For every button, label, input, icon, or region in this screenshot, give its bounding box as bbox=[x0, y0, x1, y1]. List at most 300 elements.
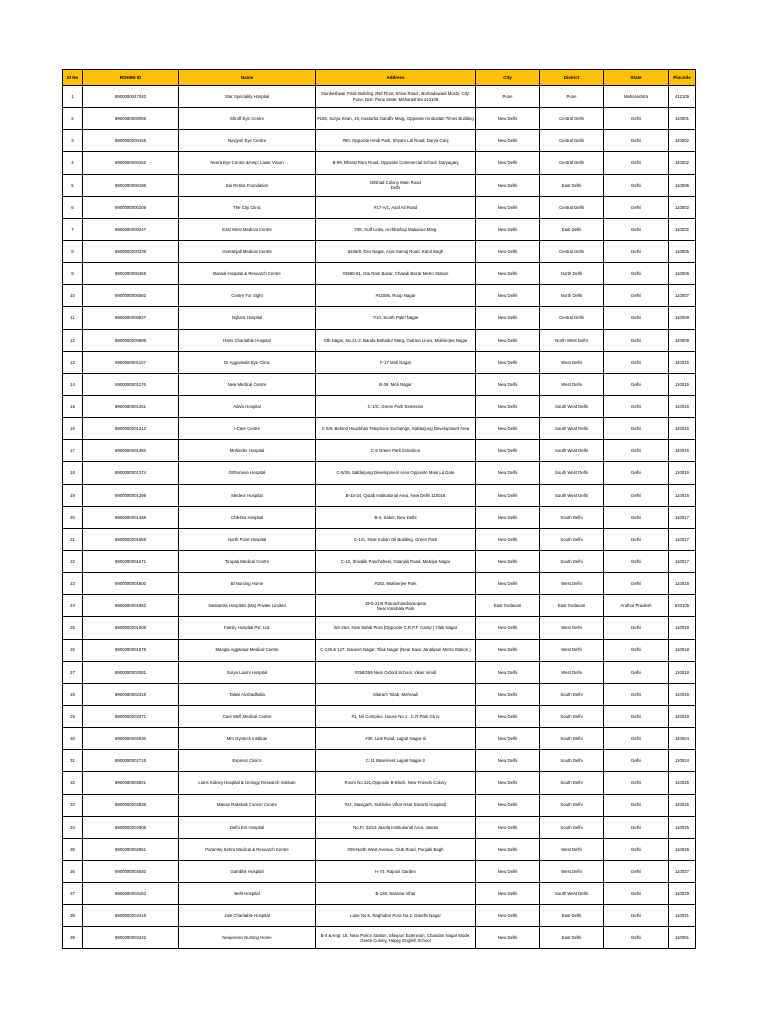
cell-address: Sitaram Tolab, Mehrauli bbox=[316, 683, 476, 705]
cell-sl-no: 32 bbox=[63, 772, 83, 794]
cell-state: Andhra Pradesh bbox=[604, 595, 669, 617]
cell-address: C-5 Green Park Extention bbox=[316, 440, 476, 462]
cell-address: #21, Maxigarh, Sukhdev Vihar Near Escorts Hospital) bbox=[316, 794, 476, 816]
cell-district: West Delhi bbox=[540, 838, 604, 860]
table-row bbox=[63, 329, 696, 351]
cell-state: Delhi bbox=[604, 860, 669, 882]
cell-rohini-id: 8900080000827 bbox=[83, 307, 179, 329]
cell-sl-no: 24 bbox=[63, 595, 83, 617]
cell-pincode: 412105 bbox=[669, 86, 696, 108]
cell-rohini-id: 8900080003422 bbox=[83, 927, 179, 949]
cell-district: South Delhi bbox=[540, 794, 604, 816]
cell-state: Delhi bbox=[604, 307, 669, 329]
cell-state: Delhi bbox=[604, 196, 669, 218]
cell-address: #3590-91, Gta Ram Bazar, Chawdi Bazar Metro Station bbox=[316, 263, 476, 285]
cell-pincode: 110015 bbox=[669, 373, 696, 395]
cell-pincode: 110019 bbox=[669, 705, 696, 727]
cell-state: Delhi bbox=[604, 750, 669, 772]
cell-pincode: 110018 bbox=[669, 617, 696, 639]
cell-state: Delhi bbox=[604, 883, 669, 905]
cell-pincode: 110006 bbox=[669, 263, 696, 285]
cell-city: New Delhi bbox=[476, 329, 540, 351]
cell-city: New Delhi bbox=[476, 440, 540, 462]
cell-state: Delhi bbox=[604, 395, 669, 417]
cell-sl-no: 20 bbox=[63, 506, 83, 528]
cell-sl-no: 35 bbox=[63, 838, 83, 860]
cell-city: New Delhi bbox=[476, 705, 540, 727]
cell-state: Delhi bbox=[604, 772, 669, 794]
cell-city: New Delhi bbox=[476, 152, 540, 174]
cell-name: Dr Aggarwals Eye Clinic bbox=[179, 351, 316, 373]
cell-district: East Delhi bbox=[540, 174, 604, 196]
header-rohini-id: ROHINI ID bbox=[83, 70, 179, 86]
cell-address: #17-A/1, Asaf Ali Road bbox=[316, 196, 476, 218]
table-row bbox=[63, 772, 696, 794]
cell-sl-no: 17 bbox=[63, 440, 83, 462]
cell-city: New Delhi bbox=[476, 860, 540, 882]
cell-rohini-id: 8900080001251 bbox=[83, 395, 179, 417]
cell-address: #182, Mukherjee Park bbox=[316, 573, 476, 595]
cell-sl-no: 33 bbox=[63, 794, 83, 816]
cell-name: Medeor Hospital bbox=[179, 484, 316, 506]
cell-district: Central Delhi bbox=[540, 130, 604, 152]
cell-sl-no: 8 bbox=[63, 240, 83, 262]
cell-rohini-id: 8900080003040 bbox=[83, 860, 179, 882]
cell-city: New Delhi bbox=[476, 351, 540, 373]
header-pincode: Pincode bbox=[669, 70, 696, 86]
cell-city: New Delhi bbox=[476, 816, 540, 838]
cell-district: South Delhi bbox=[540, 816, 604, 838]
cell-name: New Medical Centre bbox=[179, 373, 316, 395]
table-row bbox=[63, 395, 696, 417]
cell-state: Delhi bbox=[604, 905, 669, 927]
cell-district: South Delhi bbox=[540, 683, 604, 705]
cell-pincode: 110018 bbox=[669, 573, 696, 595]
cell-name: Navjyoti Eye Centre bbox=[179, 130, 316, 152]
cell-state: Delhi bbox=[604, 528, 669, 550]
cell-address: B-4 &Amp; 15, Near Police Station, Shivpuri Extension, Chandan Nagar Mode, Geeta Colony, Happy English School bbox=[316, 927, 476, 949]
cell-district: West Delhi bbox=[540, 573, 604, 595]
cell-sl-no: 15 bbox=[63, 395, 83, 417]
cell-state: Delhi bbox=[604, 418, 669, 440]
cell-city: New Delhi bbox=[476, 838, 540, 860]
table-row bbox=[63, 152, 696, 174]
cell-name: Jain Charitable Hospital bbox=[179, 905, 316, 927]
cell-name: Star Speciality Hospital bbox=[179, 86, 316, 108]
cell-address: #90, Opposite Hindi Park, Shyam Lal Road, Darya Ganj bbox=[316, 130, 476, 152]
cell-address: No.Fc 33/13 Jasola Institutional Area, Jasola bbox=[316, 816, 476, 838]
cell-rohini-id: 8900080002715 bbox=[83, 750, 179, 772]
table-row bbox=[63, 240, 696, 262]
cell-address: C-126 & 127, Ganesh Nagar, Tilak Nagar (Near Eace Janakpuri Metro Station ) bbox=[316, 639, 476, 661]
table-row bbox=[63, 927, 696, 949]
cell-sl-no: 27 bbox=[63, 661, 83, 683]
cell-address: C-10, Shivalik Panchsheel, Gitanjali Road, Malviya Nagar bbox=[316, 550, 476, 572]
table-row bbox=[63, 506, 696, 528]
hospital-list-sheet bbox=[62, 69, 695, 949]
cell-rohini-id: 8900080000889 bbox=[83, 329, 179, 351]
table-row bbox=[63, 351, 696, 373]
cell-pincode: 110002 bbox=[669, 196, 696, 218]
cell-sl-no: 4 bbox=[63, 152, 83, 174]
cell-district: South Delhi bbox=[540, 506, 604, 528]
cell-pincode: 110017 bbox=[669, 528, 696, 550]
cell-district: South Delhi bbox=[540, 528, 604, 550]
cell-name: I-Care Centre bbox=[179, 418, 316, 440]
cell-name: North Point Hospital bbox=[179, 528, 316, 550]
cell-pincode: 110002 bbox=[669, 130, 696, 152]
cell-name: Bl Nursing Home bbox=[179, 573, 316, 595]
cell-state: Delhi bbox=[604, 108, 669, 130]
cell-city: New Delhi bbox=[476, 108, 540, 130]
cell-district: South Delhi bbox=[540, 750, 604, 772]
table-row bbox=[63, 373, 696, 395]
cell-sl-no: 25 bbox=[63, 617, 83, 639]
cell-name: The City Clinic bbox=[179, 196, 316, 218]
cell-name: Chikitsa Hospital bbox=[179, 506, 316, 528]
cell-city: New Delhi bbox=[476, 550, 540, 572]
cell-state: Delhi bbox=[604, 462, 669, 484]
cell-district: West Delhi bbox=[540, 373, 604, 395]
cell-rohini-id: 8900080001374 bbox=[83, 462, 179, 484]
cell-sl-no: 12 bbox=[63, 329, 83, 351]
table-row bbox=[63, 905, 696, 927]
cell-city: New Delhi bbox=[476, 573, 540, 595]
cell-pincode: 110095 bbox=[669, 174, 696, 196]
cell-rohini-id: 8900080001558 bbox=[83, 528, 179, 550]
table-row bbox=[63, 218, 696, 240]
cell-pincode: 110031 bbox=[669, 905, 696, 927]
cell-city: New Delhi bbox=[476, 484, 540, 506]
cell-state: Delhi bbox=[604, 728, 669, 750]
cell-state: Delhi bbox=[604, 506, 669, 528]
cell-name: Mangla Aggarwal Medical Centre bbox=[179, 639, 316, 661]
cell-address: B-99, Bharat Ram Road, Opposite Commercial School, Daryaganj bbox=[316, 152, 476, 174]
header-city: City bbox=[476, 70, 540, 86]
cell-rohini-id: 8900080001800 bbox=[83, 573, 179, 595]
cell-name: Paramtej Sehra Medical & Research Centre bbox=[179, 838, 316, 860]
cell-pincode: 110002 bbox=[669, 152, 696, 174]
cell-city: New Delhi bbox=[476, 772, 540, 794]
cell-state: Delhi bbox=[604, 661, 669, 683]
table-row bbox=[63, 108, 696, 130]
header-sl-no: Sl No bbox=[63, 70, 83, 86]
table-row bbox=[63, 750, 696, 772]
cell-pincode: 110025 bbox=[669, 816, 696, 838]
cell-pincode: 110026 bbox=[669, 838, 696, 860]
cell-district: South West Delhi bbox=[540, 440, 604, 462]
cell-sl-no: 7 bbox=[63, 218, 83, 240]
cell-name: Tirupati Medical Centre bbox=[179, 550, 316, 572]
cell-name: Shroff Eye Centre bbox=[179, 108, 316, 130]
cell-pincode: 110032 bbox=[669, 218, 696, 240]
cell-city: New Delhi bbox=[476, 130, 540, 152]
cell-rohini-id: 8900080000582 bbox=[83, 285, 179, 307]
cell-sl-no: 5 bbox=[63, 174, 83, 196]
cell-state: Delhi bbox=[604, 351, 669, 373]
cell-district: South West Delhi bbox=[540, 395, 604, 417]
cell-district: East Delhi bbox=[540, 927, 604, 949]
cell-sl-no: 36 bbox=[63, 860, 83, 882]
cell-state: Delhi bbox=[604, 440, 669, 462]
cell-city: New Delhi bbox=[476, 927, 540, 949]
cell-address: F-17 Moti Nagar bbox=[316, 351, 476, 373]
cell-sl-no: 29 bbox=[63, 705, 83, 727]
cell-pincode: 533105 bbox=[669, 595, 696, 617]
table-row bbox=[63, 838, 696, 860]
cell-rohini-id: 8900080001350 bbox=[83, 440, 179, 462]
table-row bbox=[63, 639, 696, 661]
table-row bbox=[63, 816, 696, 838]
cell-rohini-id: 8900080002951 bbox=[83, 838, 179, 860]
cell-sl-no: 19 bbox=[63, 484, 83, 506]
cell-address: Stonkeshwar Pride Building 2Nd Floor, Shiva Road , Borhadewadi Moshi, City: Pune, Dist: Pune State: Maharashtra 412105 bbox=[316, 86, 476, 108]
cell-name: Neera Eye Centre &Amp; Laser Vision bbox=[179, 152, 316, 174]
cell-city: New Delhi bbox=[476, 750, 540, 772]
cell-rohini-id: 8900080002081 bbox=[83, 661, 179, 683]
cell-sl-no: 31 bbox=[63, 750, 83, 772]
cell-address: Dilshad Colony Main Road Delhi bbox=[316, 174, 476, 196]
cell-address: 6426/8, Dev Nagar, Arya Samaj Road, Karol Bagh bbox=[316, 240, 476, 262]
cell-sl-no: 11 bbox=[63, 307, 83, 329]
cell-pincode: 110024 bbox=[669, 750, 696, 772]
cell-pincode: 110009 bbox=[669, 329, 696, 351]
cell-pincode: 110027 bbox=[669, 860, 696, 882]
cell-sl-no: 22 bbox=[63, 550, 83, 572]
cell-pincode: 110015 bbox=[669, 351, 696, 373]
cell-district: Central Delhi bbox=[540, 108, 604, 130]
cell-sl-no: 23 bbox=[63, 573, 83, 595]
cell-city: New Delhi bbox=[476, 240, 540, 262]
cell-name: Family Hospital Pvt. Ltd. bbox=[179, 617, 316, 639]
cell-name: Adiva Hospital bbox=[179, 395, 316, 417]
table-row bbox=[63, 196, 696, 218]
cell-state: Delhi bbox=[604, 174, 669, 196]
cell-state: Delhi bbox=[604, 373, 669, 395]
cell-rohini-id: 8900080000186 bbox=[83, 174, 179, 196]
table-row bbox=[63, 285, 696, 307]
cell-rohini-id: 8900080000162 bbox=[83, 152, 179, 174]
cell-sl-no: 14 bbox=[63, 373, 83, 395]
header-address: Address bbox=[316, 70, 476, 86]
cell-address: B-33-34, Qutab Institutional Area, New Delhi 110016 bbox=[316, 484, 476, 506]
cell-city: New Delhi bbox=[476, 218, 540, 240]
cell-rohini-id: 8900080001671 bbox=[83, 550, 179, 572]
cell-city: New Delhi bbox=[476, 794, 540, 816]
cell-address: Lane No.5, Raghubar Pura No.2, Gandhi Nagar bbox=[316, 905, 476, 927]
cell-rohini-id: 8900080000209 bbox=[83, 196, 179, 218]
cell-rohini-id: 8900080003415 bbox=[83, 905, 179, 927]
cell-district: East Delhi bbox=[540, 218, 604, 240]
cell-rohini-id: 8900080001312 bbox=[83, 418, 179, 440]
cell-sl-no: 1 bbox=[63, 86, 83, 108]
cell-address: Wz-26A, New Sahib Pura (Opposite C.R.P.F. Camp ) Tilak Nagar bbox=[316, 617, 476, 639]
table-row bbox=[63, 307, 696, 329]
cell-pincode: 110025 bbox=[669, 772, 696, 794]
cell-pincode: 110024 bbox=[669, 728, 696, 750]
cell-address: C 6/9, Behind Hauzkhas Telephone Exchange, Safdarjung Development Area bbox=[316, 418, 476, 440]
cell-state: Delhi bbox=[604, 130, 669, 152]
cell-city: Pune bbox=[476, 86, 540, 108]
cell-state: Delhi bbox=[604, 484, 669, 506]
cell-sl-no: 6 bbox=[63, 196, 83, 218]
cell-address: B-39, Moti Nagar bbox=[316, 373, 476, 395]
table-row bbox=[63, 573, 696, 595]
cell-district: Central Delhi bbox=[540, 240, 604, 262]
cell-pincode: 110018 bbox=[669, 639, 696, 661]
cell-sl-no: 21 bbox=[63, 528, 83, 550]
cell-name: Care Well Medical Centre bbox=[179, 705, 316, 727]
cell-name: Talasi Aushadhalia bbox=[179, 683, 316, 705]
cell-city: New Delhi bbox=[476, 285, 540, 307]
cell-city: New Delhi bbox=[476, 462, 540, 484]
cell-rohini-id: 8900080000247 bbox=[83, 218, 179, 240]
cell-city: New Delhi bbox=[476, 395, 540, 417]
cell-address: #42006, Roop Nagar bbox=[316, 285, 476, 307]
cell-rohini-id: 8900080002821 bbox=[83, 772, 179, 794]
cell-state: Delhi bbox=[604, 285, 669, 307]
cell-sl-no: 10 bbox=[63, 285, 83, 307]
cell-address: C-1/C, Green Park Extension bbox=[316, 395, 476, 417]
cell-district: North Delhi bbox=[540, 285, 604, 307]
cell-city: New Delhi bbox=[476, 528, 540, 550]
table-row bbox=[63, 462, 696, 484]
cell-address: Room No.121,Opposite B-Block, New Friends Colony bbox=[316, 772, 476, 794]
cell-sl-no: 2 bbox=[63, 108, 83, 130]
cell-name: Nijhara Hospital bbox=[179, 307, 316, 329]
cell-address: #1, Nri Complex, House No 1 . C.R Park Gk Iv bbox=[316, 705, 476, 727]
cell-name: Mohinder Hospital bbox=[179, 440, 316, 462]
cell-district: Central Delhi bbox=[540, 307, 604, 329]
cell-address: 7/10, South Patel Nagar bbox=[316, 307, 476, 329]
cell-sl-no: 26 bbox=[63, 639, 83, 661]
table-row bbox=[63, 418, 696, 440]
cell-address: #38, Golf Links, Archbishop Makarios Marg bbox=[316, 218, 476, 240]
cell-address: C-1/C, Near Indian Oil Building, Green Park bbox=[316, 528, 476, 550]
cell-state: Delhi bbox=[604, 683, 669, 705]
cell-rohini-id: 8900080002838 bbox=[83, 794, 179, 816]
cell-district: South Delhi bbox=[540, 550, 604, 572]
cell-address: Gtb Nagar, No.21-2, Banda Bahadur Marg, Outram Lines, Mukherjee Nagar bbox=[316, 329, 476, 351]
cell-district: South West Delhi bbox=[540, 883, 604, 905]
cell-name: Behl Hospital bbox=[179, 883, 316, 905]
table-row bbox=[63, 860, 696, 882]
cell-district: Central Delhi bbox=[540, 152, 604, 174]
cell-city: New Delhi bbox=[476, 174, 540, 196]
cell-rohini-id: 8900080002906 bbox=[83, 816, 179, 838]
cell-name: Orthonova Hospital bbox=[179, 462, 316, 484]
cell-district: East Delhi bbox=[540, 905, 604, 927]
cell-pincode: 110019 bbox=[669, 683, 696, 705]
cell-state: Delhi bbox=[604, 329, 669, 351]
table-row bbox=[63, 86, 696, 108]
cell-rohini-id: 8900080000056 bbox=[83, 108, 179, 130]
cell-rohini-id: 8900080002319 bbox=[83, 683, 179, 705]
cell-rohini-id: 8900080001466 bbox=[83, 506, 179, 528]
cell-state: Delhi bbox=[604, 816, 669, 838]
cell-name: Bansal Hospital & Research Centre bbox=[179, 263, 316, 285]
cell-rohini-id: 8900080001398 bbox=[83, 484, 179, 506]
table-row bbox=[63, 550, 696, 572]
table-row bbox=[63, 883, 696, 905]
cell-pincode: 110017 bbox=[669, 506, 696, 528]
cell-address: B-128, Naraina Vihar bbox=[316, 883, 476, 905]
cell-address: C-5/29, Safdarjung Development Area Opposite Main Lit Gate bbox=[316, 462, 476, 484]
cell-pincode: 110017 bbox=[669, 550, 696, 572]
cell-pincode: 110051 bbox=[669, 927, 696, 949]
cell-city: New Delhi bbox=[476, 418, 540, 440]
cell-state: Delhi bbox=[604, 240, 669, 262]
cell-sl-no: 38 bbox=[63, 905, 83, 927]
cell-sl-no: 16 bbox=[63, 418, 83, 440]
cell-rohini-id: 8900080002630 bbox=[83, 728, 179, 750]
table-row bbox=[63, 661, 696, 683]
cell-city: New Delhi bbox=[476, 683, 540, 705]
cell-pincode: 110016 bbox=[669, 484, 696, 506]
cell-sl-no: 34 bbox=[63, 816, 83, 838]
cell-address: C-11 Basement Lajpat Nagar-2 bbox=[316, 750, 476, 772]
cell-district: Central Delhi bbox=[540, 196, 604, 218]
cell-state: Delhi bbox=[604, 218, 669, 240]
cell-rohini-id: 8900080001107 bbox=[83, 351, 179, 373]
cell-pincode: 110018 bbox=[669, 661, 696, 683]
cell-name: Sai Retina Foundation bbox=[179, 174, 316, 196]
cell-address: #105, Surya Kiran, 19, Kasturba Gandhi Marg, Opposite Hindustan Times Building bbox=[316, 108, 476, 130]
cell-address: #30, Link Road, Lajpat Nagar-Iii bbox=[316, 728, 476, 750]
cell-city: New Delhi bbox=[476, 196, 540, 218]
cell-district: West Delhi bbox=[540, 860, 604, 882]
cell-city: New Delhi bbox=[476, 617, 540, 639]
cell-rohini-id: 8900080001862 bbox=[83, 595, 179, 617]
cell-district: South Delhi bbox=[540, 705, 604, 727]
table-row bbox=[63, 683, 696, 705]
cell-district: South West Delhi bbox=[540, 462, 604, 484]
cell-name: Surya Laxmi Hospital bbox=[179, 661, 316, 683]
table-row bbox=[63, 440, 696, 462]
cell-state: Delhi bbox=[604, 838, 669, 860]
cell-name: Express Clinics bbox=[179, 750, 316, 772]
cell-state: Delhi bbox=[604, 794, 669, 816]
table-row bbox=[63, 528, 696, 550]
cell-rohini-id: 8900080000339 bbox=[83, 240, 179, 262]
cell-name: Mm Gyntech Institute bbox=[179, 728, 316, 750]
cell-city: New Delhi bbox=[476, 883, 540, 905]
cell-state: Maharashtra bbox=[604, 86, 669, 108]
cell-pincode: 110005 bbox=[669, 240, 696, 262]
header-name: Name bbox=[179, 70, 316, 86]
cell-district: Pune bbox=[540, 86, 604, 108]
cell-name: Lions Kidney Hospital & Urology Research Institute bbox=[179, 772, 316, 794]
table-row bbox=[63, 617, 696, 639]
cell-address: B-4, Saket, New Delhi bbox=[316, 506, 476, 528]
cell-district: North West Delhi bbox=[540, 329, 604, 351]
cell-city: New Delhi bbox=[476, 506, 540, 528]
cell-sl-no: 28 bbox=[63, 683, 83, 705]
table-row bbox=[63, 794, 696, 816]
cell-district: South Delhi bbox=[540, 728, 604, 750]
cell-sl-no: 9 bbox=[63, 263, 83, 285]
cell-rohini-id: 8900080001176 bbox=[83, 373, 179, 395]
cell-city: New Delhi bbox=[476, 728, 540, 750]
cell-pincode: 110016 bbox=[669, 395, 696, 417]
cell-city: New Delhi bbox=[476, 263, 540, 285]
table-row bbox=[63, 263, 696, 285]
cell-address: #258/259 Near Oxford School, Vikas Vendi bbox=[316, 661, 476, 683]
table-row bbox=[63, 705, 696, 727]
cell-state: Delhi bbox=[604, 927, 669, 949]
table-row bbox=[63, 728, 696, 750]
cell-pincode: 110007 bbox=[669, 285, 696, 307]
